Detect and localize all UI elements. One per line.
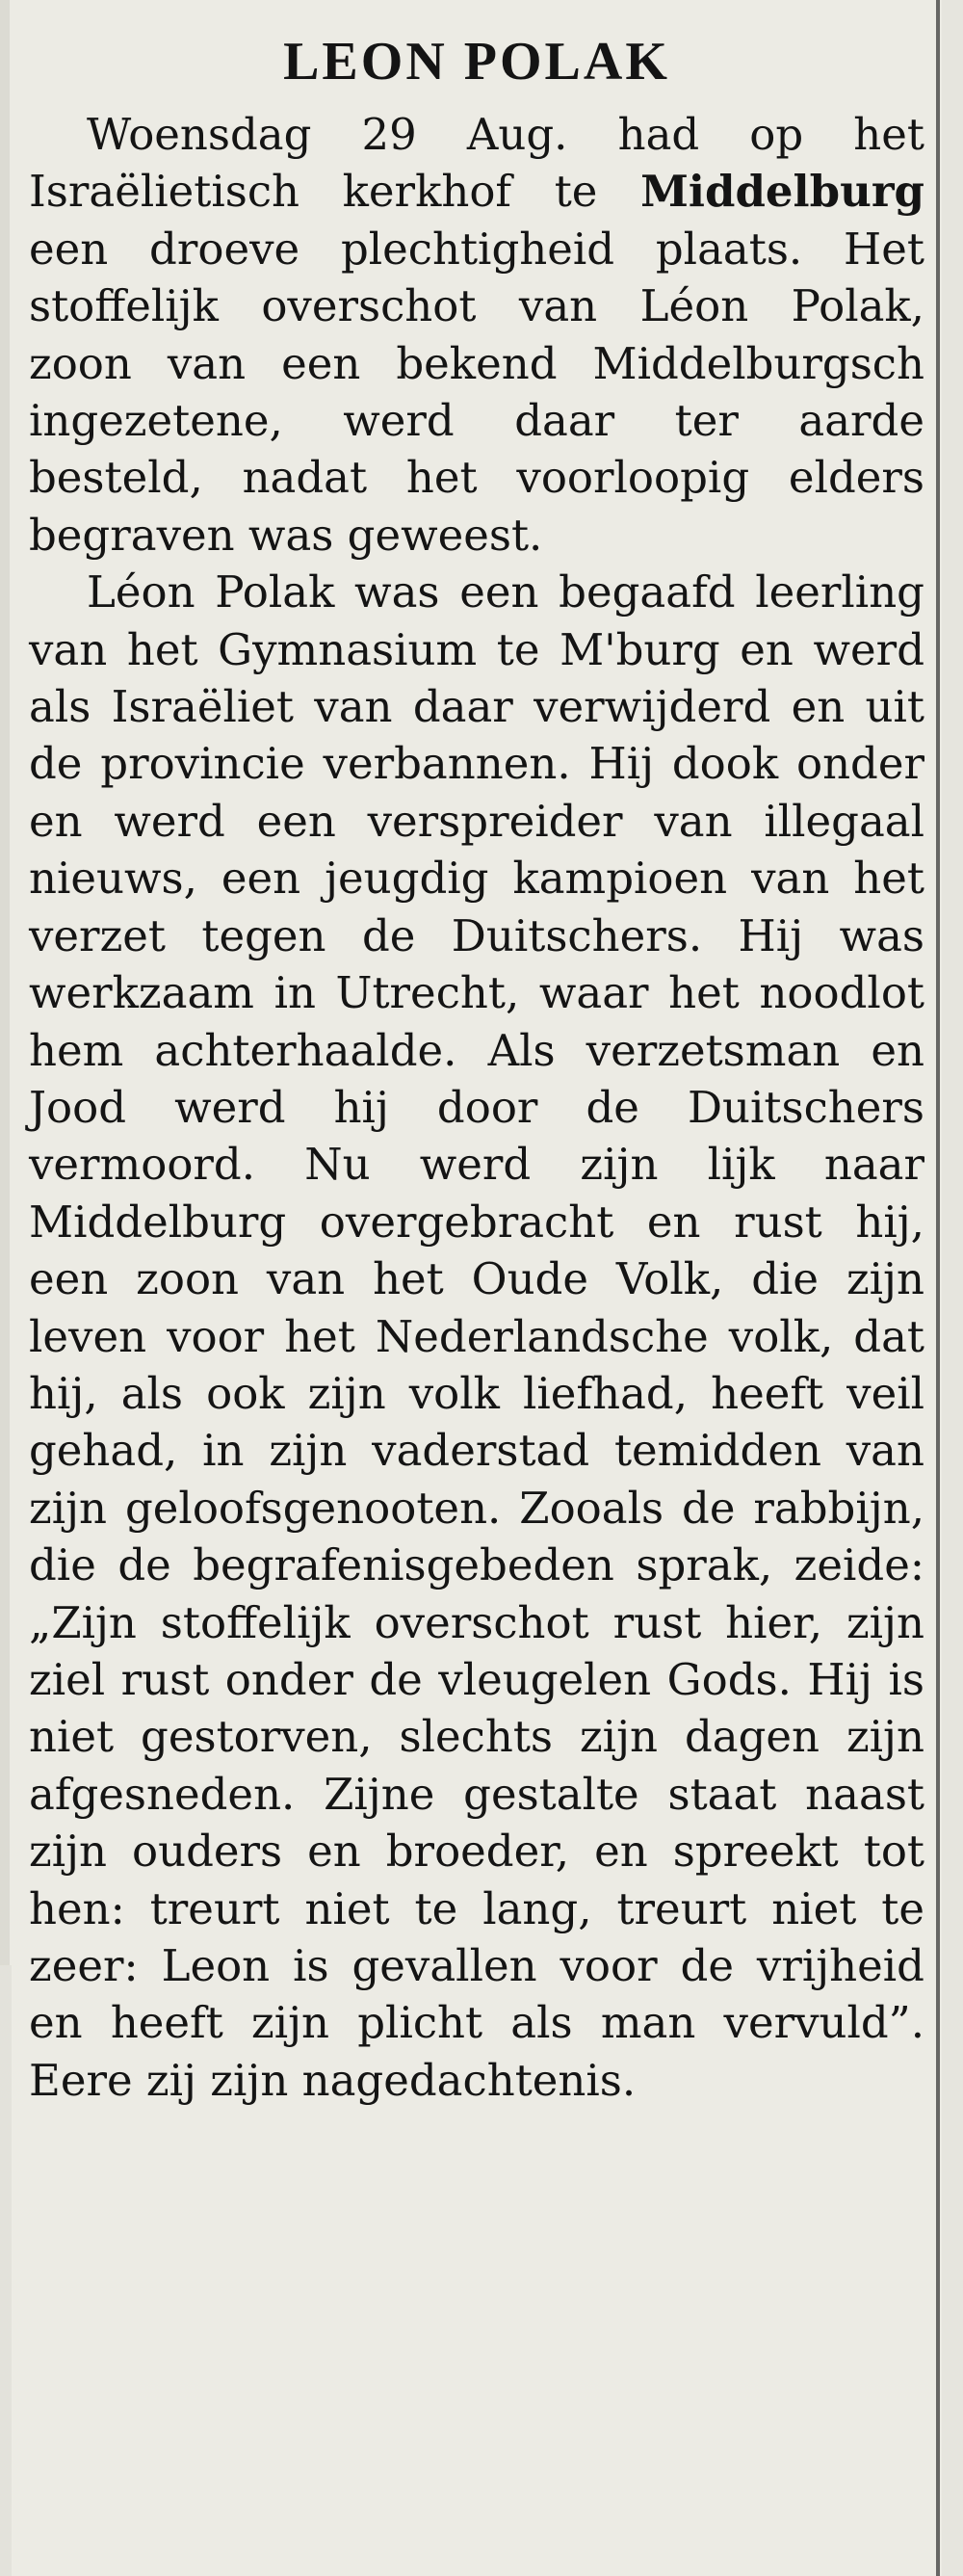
article-headline: LEON POLAK	[283, 32, 670, 92]
column-rule	[936, 0, 940, 2576]
left-margin-fragments	[0, 1965, 12, 2576]
article-body	[29, 106, 924, 2109]
paragraph-1-rest: een droeve plechtigheid plaats. Het stoffelijk overschot van Léon Polak, zoon van een bekend Middelburgsch ingezetene, werd daar ter aarde besteld, nadat het voorloopig elders begraven was geweest.	[29, 223, 924, 561]
paragraph-2: Léon Polak was een begaafd leerling van het Gymnasium te M'burg en werd als Israëliet van daar verwijderd en uit de provincie verbannen. Hij dook onder en werd een verspreider van illegaal nieuws, een jeugdig kampioen van het verzet tegen de Duitschers. Hij was werkzaam in Utrecht, waar het noodlot hem achterhaalde. Als verzetsman en Jood werd hij door de Duitschers vermoord. Nu werd zijn lijk naar Middelburg overgebracht en rust hij, een zoon van het Oude Volk, die zijn leven voor het Nederlandsche volk, dat hij, als ook zijn volk liefhad, heeft veil gehad, in zijn vaderstad temidden van zijn geloofsgenooten. Zooals de rabbijn, die de begrafenisgebeden sprak, zeide: „Zijn stoffelijk overschot rust hier, zijn ziel rust onder de vleugelen Gods. Hij is niet gestorven, slechts zijn dagen zijn afgesneden. Zijne gestalte staat naast zijn ouders en broeder, en spreekt tot hen: treurt niet te lang, treurt niet te zeer: Leon is gevallen voor de vrijheid en heeft zijn plicht als man vervuld”. Eere zij zijn nagedachtenis.	[29, 566, 924, 2106]
paragraph-1-intro: Woensdag 29 Aug. had op het Israëlietisch kerkhof te	[29, 109, 924, 218]
paragraph-1	[29, 106, 924, 564]
adjacent-column-fragment	[942, 0, 963, 2576]
city-name: Middelburg	[640, 166, 924, 218]
article	[29, 29, 924, 2109]
